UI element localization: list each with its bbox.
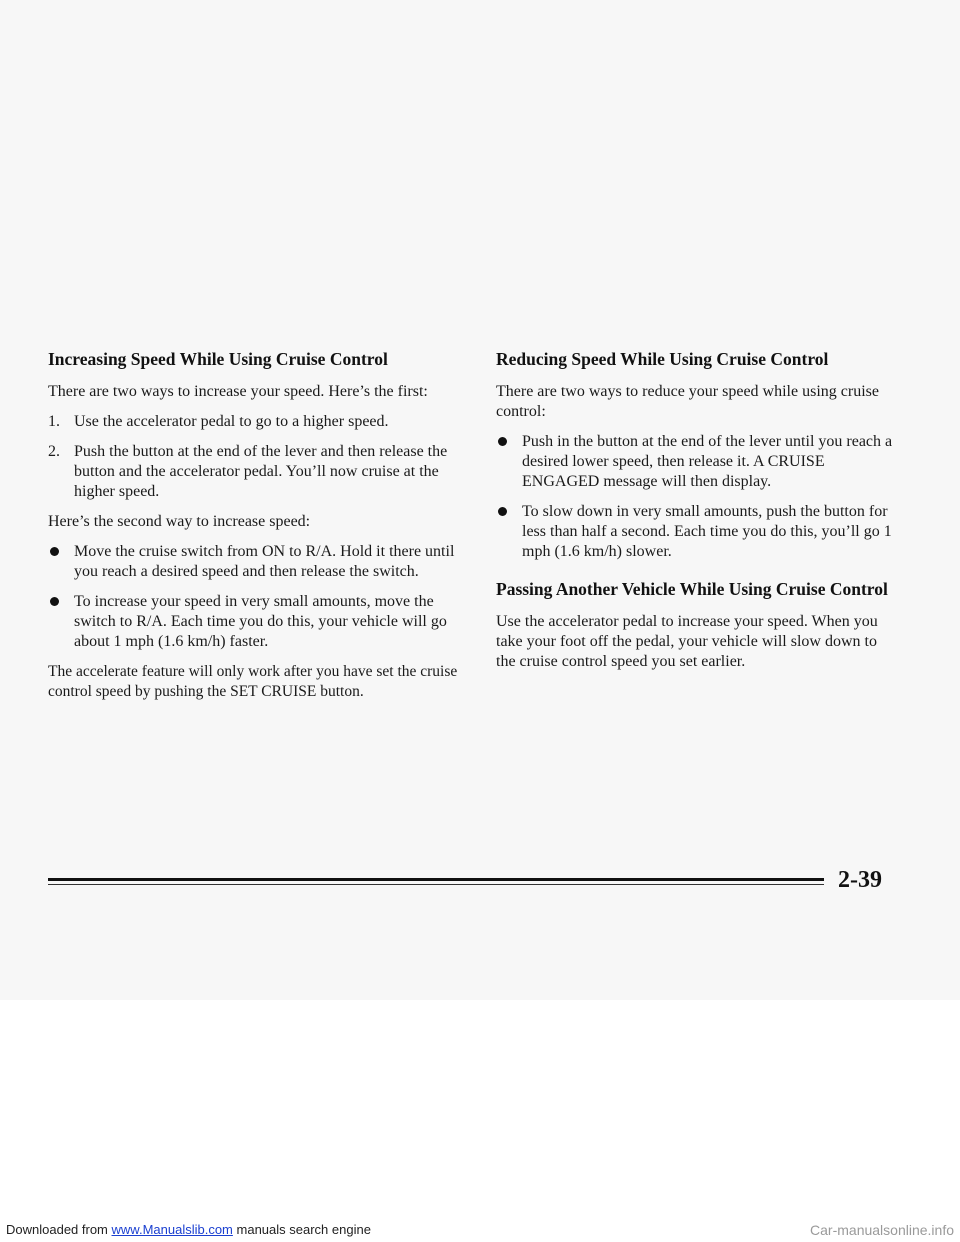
reducing-speed-heading: Reducing Speed While Using Cruise Control (496, 349, 829, 369)
step-text: Push the button at the end of the lever and then release the button and the accelerator pedal. You’ll now cruise at the higher speed. (74, 443, 448, 500)
right-column (496, 348, 896, 682)
footer-strip (0, 1000, 960, 1242)
passing-vehicle-heading: Passing Another Vehicle While Using Cruise Control (496, 579, 888, 599)
download-footer (6, 1222, 371, 1238)
bullet-item (48, 542, 458, 582)
bullet-item (496, 502, 896, 562)
step-text: Use the accelerator pedal to go to a higher speed. (74, 413, 389, 430)
second-way-text: Here’s the second way to increase speed: (48, 513, 311, 530)
bullet-item (496, 432, 896, 492)
rule-thick-line (48, 878, 824, 881)
passing-text: Use the accelerator pedal to increase your speed. When you take your foot off the pedal, your vehicle will slow down to the cruise control speed you set earlier. (496, 613, 878, 670)
bullet-text: Move the cruise switch from ON to R/A. Hold it there until you reach a desired speed and then release the switch. (74, 543, 455, 580)
footer-suffix: manuals search engine (236, 1222, 371, 1237)
step-number: 1. (48, 413, 60, 430)
left-column (48, 348, 458, 712)
bullet-icon (498, 437, 507, 446)
manualslib-link[interactable]: www.Manualslib.com (111, 1222, 233, 1237)
page-rule (48, 870, 824, 890)
bullet-icon (50, 547, 59, 556)
bullet-icon (50, 597, 59, 606)
bullet-text: Push in the button at the end of the lever until you reach a desired lower speed, then release it. A CRUISE ENGAGED message will then display. (522, 433, 893, 490)
step-number: 2. (48, 443, 60, 460)
footer-prefix: Downloaded from (6, 1222, 108, 1237)
bullet-icon (498, 507, 507, 516)
page-number: 2-39 (838, 867, 882, 893)
bullet-text: To slow down in very small amounts, push the button for less than half a second. Each time you do this, you’ll go 1 mph (1.6 km/h) slower. (522, 503, 892, 560)
increase-bullets-list (48, 542, 458, 652)
rule-thin-line (48, 884, 824, 885)
reducing-intro: There are two ways to reduce your speed while using cruise control: (496, 383, 879, 420)
reduce-bullets-list (496, 432, 896, 562)
increase-steps-list (48, 412, 458, 502)
watermark-text: Car-manualsonline.info (810, 1222, 954, 1238)
increasing-intro: There are two ways to increase your speed. Here’s the first: (48, 383, 428, 400)
increasing-speed-heading: Increasing Speed While Using Cruise Control (48, 349, 388, 369)
bullet-text: To increase your speed in very small amounts, move the switch to R/A. Each time you do this, your vehicle will go about 1 mph (1.6 km/h) faster. (74, 593, 447, 650)
accelerate-note: The accelerate feature will only work after you have set the cruise control speed by pushing the SET CRUISE button. (48, 663, 458, 700)
step-item (48, 412, 458, 432)
step-item (48, 442, 458, 502)
bullet-item (48, 592, 458, 652)
